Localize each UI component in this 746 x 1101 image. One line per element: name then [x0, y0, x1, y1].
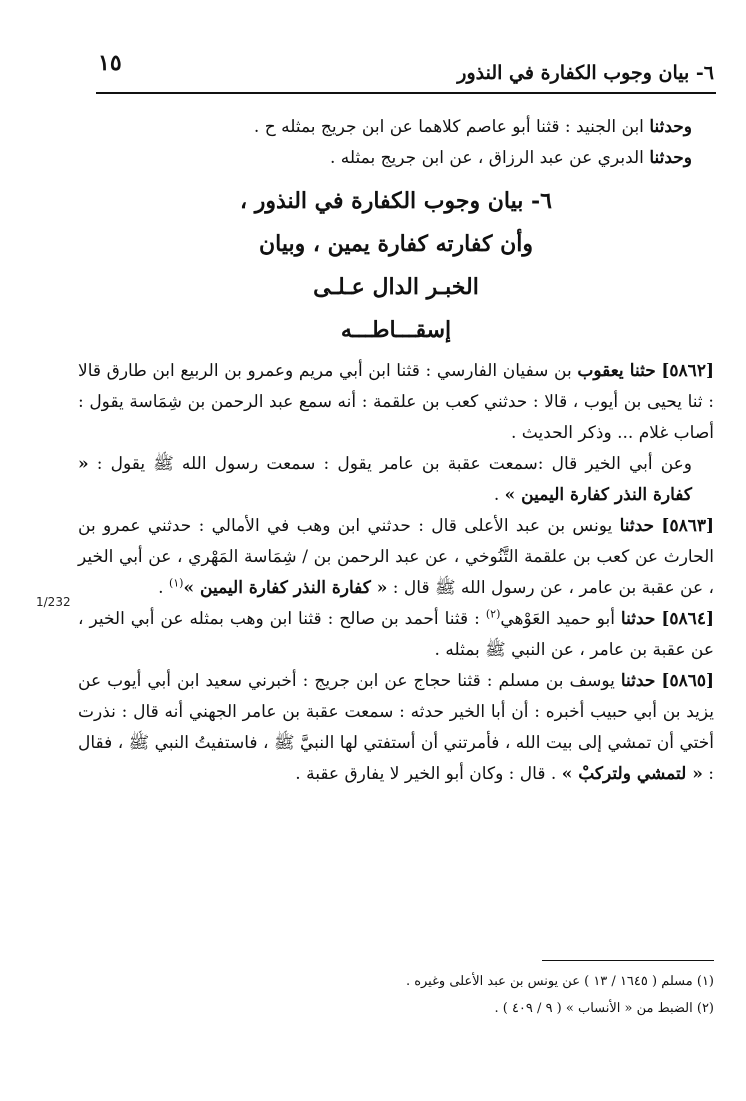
paragraph-1 — [78, 112, 714, 143]
narration-word: حدثنا — [619, 516, 655, 536]
sentence-end: . — [158, 578, 164, 598]
paragraph-text: ابن الجنيد : قثنا أبو عاصم كلاهما عن ابن جريج بمثله ح . — [253, 117, 644, 137]
running-title: ٦- بيان وجوب الكفارة في النذور — [457, 62, 714, 84]
prophetic-quote: « كفارة النذر كفارة اليمين » — [78, 454, 692, 505]
narration-word: حدثنا — [620, 609, 656, 629]
hadith-number: [٥٨٦٥] — [661, 671, 715, 691]
hadith-5865 — [78, 666, 714, 790]
chapter-heading-line-4: إسقـــاطـــه — [340, 317, 452, 343]
prophetic-quote: « لتمشي ولتركبْ » — [561, 764, 703, 784]
footnotes — [300, 968, 714, 1022]
chapter-heading — [78, 180, 714, 352]
paragraph-2 — [78, 143, 714, 174]
narration-word: وحدثنا — [649, 148, 692, 168]
hadith-5863 — [78, 511, 714, 604]
prophetic-quote: « كفارة النذر كفارة اليمين » — [183, 578, 388, 598]
footnote-2: (٢) الضبط من « الأنساب » ( ٩ / ٤٠٩ ) . — [494, 1001, 714, 1016]
hadith-text: . قال : وكان أبو الخير لا يفارق عقبة . — [295, 764, 557, 784]
narration-word: حثنا يعقوب — [577, 361, 656, 381]
chapter-heading-line-2: وأن كفارته كفارة يمين ، وبيان — [258, 231, 534, 257]
main-text — [78, 112, 714, 790]
footnote-marker-2: (٢) — [485, 607, 501, 621]
footnote-1: (١) مسلم ( ١٦٤٥ / ١٣ ) عن يونس بن عبد الأعلى وغيره . — [405, 974, 714, 989]
narration-word: وحدثنا — [649, 117, 692, 137]
margin-folio-reference: 1/232 — [36, 595, 71, 609]
hadith-text: وعن أبي الخير قال :سمعت عقبة بن عامر يقول : سمعت رسول الله ﷺ يقول : — [96, 454, 692, 474]
chapter-heading-line-1: ٦- بيان وجوب الكفارة في النذور ، — [240, 188, 552, 214]
narration-word: حدثنا — [620, 671, 656, 691]
hadith-text: يونس بن عبد الأعلى قال : حدثني ابن وهب في الأمالي : حدثني عمرو بن الحارث عن كعب بن علقمة التَّنُوخي ، عن عبد الرحمن بن / شِمَاسة المَهْري ، عن أبي الخير ، عن عقبة بن عامر ، عن رسول الله ﷺ قال : — [78, 516, 714, 598]
paragraph-text: الدبري عن عبد الرزاق ، عن ابن جريج بمثله . — [329, 148, 644, 168]
chapter-heading-line-3: الخبـر الدال عـلـى — [313, 274, 479, 300]
header-rule — [96, 92, 716, 94]
hadith-number: [٥٨٦٣] — [661, 516, 715, 536]
hadith-text: أبو حميد العَوْهي — [500, 609, 615, 629]
hadith-5862-continuation — [78, 449, 714, 511]
footnote-rule — [542, 960, 714, 961]
hadith-5864 — [78, 604, 714, 666]
hadith-number: [٥٨٦٤] — [661, 609, 714, 629]
page-number: ١٥ — [98, 50, 122, 76]
hadith-text: بن سفيان الفارسي : قثنا ابن أبي مريم وعمرو بن الربيع ابن طارق قالا : ثنا يحيى بن أيوب ، قالا : حدثني كعب بن علقمة : أنه سمع عبد الرحمن بن شِمَاسة يقول : أصاب غلام ... وذكر الحديث . — [78, 361, 714, 443]
hadith-text: : قثنا أحمد بن صالح : قثنا ابن وهب بمثله عن أبي الخير ، عن عقبة بن عامر ، عن النبي ﷺ بمثله . — [78, 609, 714, 660]
hadith-number: [٥٨٦٢] — [661, 361, 714, 381]
footnote-marker-1: (١) — [168, 576, 184, 590]
sentence-end: . — [493, 485, 500, 505]
hadith-text: يوسف بن مسلم : قثنا حجاج عن ابن جريج : أخبرني سعيد ابن أبي أيوب عن يزيد بن أبي حبيب أخبره : أن أبا الخير حدثه : سمعت عقبة بن عامر الجهني أنه قال : نذرت أختي أن تمشي إلى بيت الله ، فأمرتني أن أستفتي لها النبيَّ ﷺ ، فاستفيتُ النبي ﷺ ، فقال : — [78, 671, 714, 784]
hadith-5862 — [78, 356, 714, 449]
